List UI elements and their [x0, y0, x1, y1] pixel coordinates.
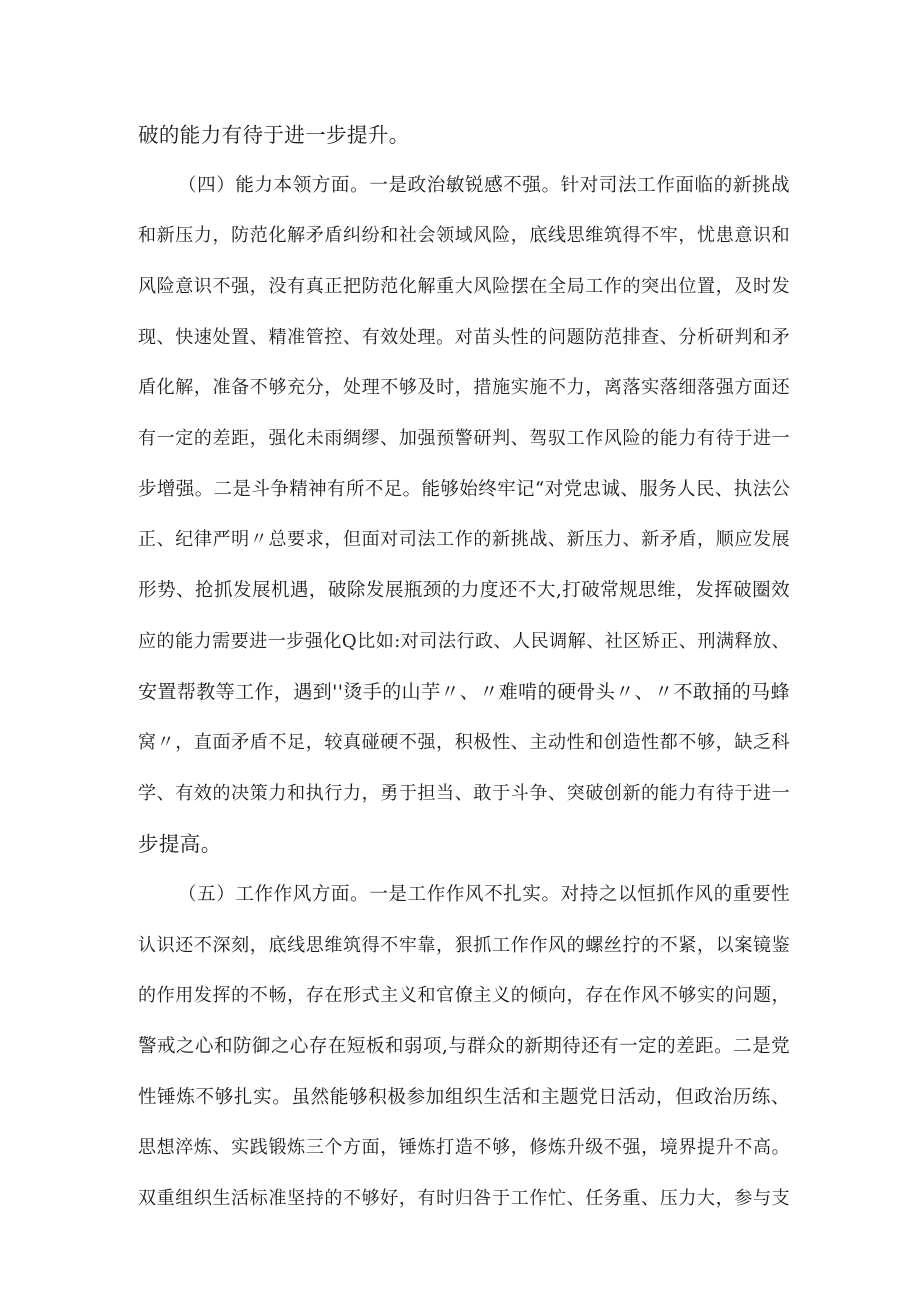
- text-line: 警戒之心和防御之心存在短板和弱项,与群众的新期待还有一定的差距。二是党: [138, 1036, 790, 1057]
- text-line: 思想淬炼、实践锻炼三个方面，锤炼打造不够，修炼升级不强，境界提升不高。: [138, 1137, 790, 1158]
- text-line: 的作用发挥的不畅，存在形式主义和官僚主义的倾向，存在作风不够实的问题，: [138, 985, 790, 1006]
- text-line: 应的能力需要进一步强化Q比如:对司法行政、人民调解、社区矫正、刑满释放、: [138, 631, 790, 652]
- text-line: 盾化解，准备不够充分，处理不够及时，措施实施不力，离落实落细落强方面还: [138, 377, 790, 398]
- text-line: 形势、抢抓发展机遇，破除发展瓶颈的力度还不大,打破常规思维，发挥破圈效: [138, 580, 790, 601]
- text-line: 学、有效的决策力和执行力，勇于担当、敢于斗争、突破创新的能力有待于进一: [138, 783, 790, 804]
- text-line: 认识还不深刻，底线思维筑得不牢靠，狠抓工作作风的螺丝拧的不紧，以案镜鉴: [138, 935, 790, 956]
- text-line: 安置帮教等工作，遇到''烫手的山芋〃、〃难啃的硬骨头〃、〃不敢捅的马蜂: [138, 681, 790, 703]
- text-line: 双重组织生活标准坚持的不够好，有时归咎于工作忙、任务重、压力大，参与支: [138, 1188, 790, 1209]
- text-line: 步增强。二是斗争精神有所不足。能够始终牢记“对党忠诚、服务人民、执法公: [138, 479, 791, 500]
- text-line: 现、快速处置、精准管控、有效处理。对苗头性的问题防范排查、分析研判和矛: [138, 327, 790, 348]
- paragraph-heading-line: （五）工作作风方面。一是工作作风不扎实。对持之以恒抓作风的重要性: [178, 884, 790, 905]
- paragraph-heading-line: （四）能力本领方面。一是政治敏锐感不强。针对司法工作面临的新挑战: [178, 175, 790, 196]
- text-line: 和新压力，防范化解矛盾纠纷和社会领域风险，底线思维筑得不牢，忧患意识和: [138, 225, 790, 246]
- text-line: 风险意识不强，没有真正把防范化解重大风险摆在全局工作的突出位置，及时发: [138, 276, 790, 297]
- text-line: 正、纪律严明〃总要求，但面对司法工作的新挑战、新压力、新矛盾，顺应发展: [138, 529, 790, 550]
- text-line: 有一定的差距，强化未雨绸缪、加强预警研判、驾驭工作风险的能力有待于进一: [138, 428, 790, 449]
- text-line: 窝〃，直面矛盾不足，较真碰硬不强，积极性、主动性和创造性都不够，缺乏科: [138, 732, 790, 753]
- text-line: 性锤炼不够扎实。虽然能够积极参加组织生活和主题党日活动，但政治历练、: [138, 1087, 790, 1108]
- text-line: 步提高。: [138, 832, 222, 856]
- text-line: 破的能力有待于进一步提升。: [138, 123, 410, 147]
